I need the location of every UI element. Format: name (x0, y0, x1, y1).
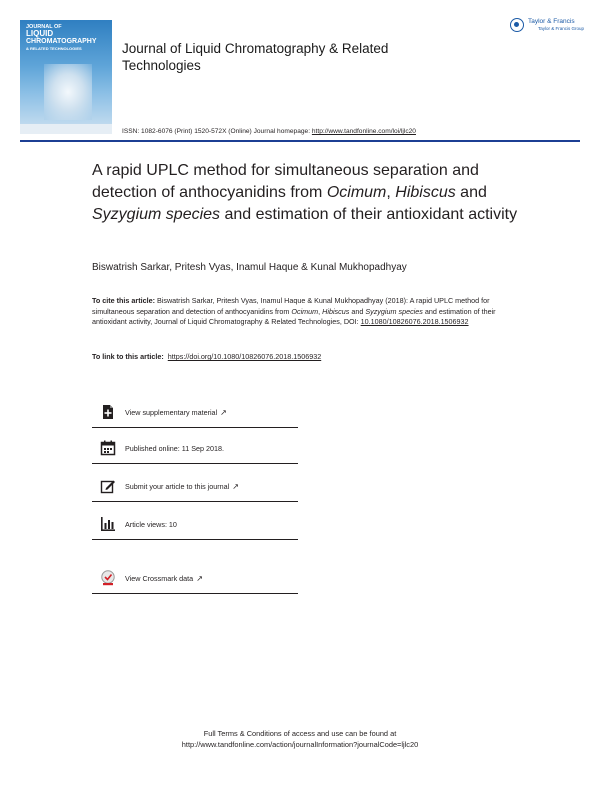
article-title (92, 160, 532, 226)
article-doi-url[interactable]: https://doi.org/10.1080/10826076.2018.1506932 (167, 352, 322, 361)
row-divider (92, 501, 298, 503)
citation-label: To cite this article: (92, 296, 155, 305)
citation-genus: Ocimum (291, 306, 319, 316)
title-genus-ocimum: Ocimum (326, 184, 387, 201)
footer-terms-url[interactable]: http://www.tandfonline.com/action/journalInformation?journalCode=ljlc20 (181, 740, 419, 749)
row-divider (92, 463, 298, 465)
citation-doi-link[interactable]: 10.1080/10826076.2018.1506932 (360, 317, 469, 326)
footer-terms-text: Full Terms & Conditions of access and use can be found at (203, 729, 397, 738)
plus-document-icon (100, 404, 116, 420)
publisher-tagline: Taylor & Francis Group (538, 26, 585, 31)
cover-line: JOURNAL OF (26, 24, 62, 30)
info-row-label: Submit your article to this journal ↗ (125, 482, 239, 491)
journal-title: Journal of Liquid Chromatography & Related Technologies (122, 41, 389, 73)
info-row-label: Article views: 10 (125, 520, 177, 529)
citation-text: and (349, 306, 366, 316)
citation-text: Biswatrish Sarkar, Pritesh Vyas, Inamul Haque & Kunal Mukhopadhyay (2018): A rapid UPLC method for simultaneous separation and detection of anthocyanidins from (92, 296, 490, 316)
cover-line: & RELATED TECHNOLOGIES (26, 46, 82, 51)
row-divider (92, 427, 298, 429)
info-row-label: View supplementary material ↗ (125, 408, 227, 417)
cover-artwork (44, 64, 92, 120)
info-row-label: View Crossmark data ↗ (125, 574, 203, 583)
publisher-name: Taylor & Francis (528, 18, 575, 25)
row-divider (92, 593, 298, 595)
article-views-row (92, 508, 298, 540)
supplementary-material-row[interactable] (92, 396, 298, 428)
citation-text: , (318, 306, 323, 316)
calendar-icon (100, 440, 116, 456)
info-row-label: Published online: 11 Sep 2018. (125, 444, 224, 453)
header-divider (20, 140, 580, 142)
row-divider (92, 539, 298, 541)
link-label: To link to this article: (92, 352, 164, 361)
issn-line (122, 128, 416, 135)
edit-icon (100, 478, 116, 494)
external-link-icon: ↗ (220, 408, 227, 417)
crossmark-icon (100, 570, 116, 586)
submit-article-row[interactable] (92, 470, 298, 502)
citation-genus: Syzygium species (365, 306, 423, 316)
journal-cover-image[interactable] (20, 20, 112, 134)
external-link-icon: ↗ (232, 482, 239, 491)
publisher-logo-icon (510, 18, 524, 32)
article-authors: Biswatrish Sarkar, Pritesh Vyas, Inamul Haque & Kunal Mukhopadhyay (92, 262, 407, 273)
cover-title-lines (26, 24, 106, 52)
article-link-line (92, 352, 321, 361)
footer (0, 728, 600, 750)
issn-text: ISSN: 1082-6076 (Print) 1520-572X (Online) Journal homepage: (122, 128, 311, 135)
external-link-icon: ↗ (196, 574, 203, 583)
citation-genus: Hibiscus (322, 306, 350, 316)
title-text: and (455, 184, 487, 201)
title-text: , (386, 184, 396, 201)
bar-chart-icon (100, 516, 116, 532)
title-text: and estimation of their antioxidant activity (220, 206, 518, 223)
title-text: A rapid UPLC method for simultaneous separation and detection of anthocyanidins from (92, 162, 479, 201)
title-genus-hibiscus: Hibiscus (395, 184, 456, 201)
cover-line: LIQUID (26, 29, 54, 38)
citation-text: and estimation of their antioxidant activity, Journal of Liquid Chromatography & Related Technologies, DOI: (92, 306, 496, 326)
publisher-logo[interactable] (510, 16, 584, 38)
title-genus-syzygium: Syzygium species (92, 206, 221, 223)
journal-homepage-link[interactable]: http://www.tandfonline.com/loi/ljlc20 (311, 128, 416, 135)
cover-line: CHROMATOGRAPHY (26, 38, 97, 45)
crossmark-row[interactable] (92, 562, 298, 594)
cover-publisher-band (20, 124, 112, 134)
published-online-row (92, 432, 298, 464)
citation-block (92, 296, 512, 328)
